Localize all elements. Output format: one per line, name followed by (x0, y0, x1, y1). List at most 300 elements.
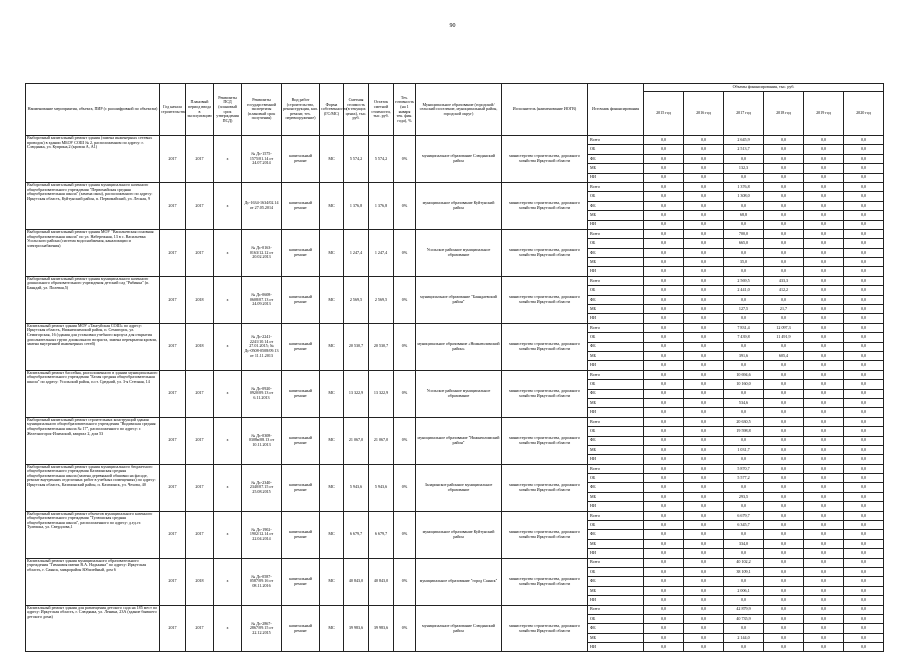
funding-value: 0,0 (844, 586, 884, 595)
work-type: капитальный ремонт (282, 370, 320, 417)
expertise-details: № Дс-0587-0587/09.16 от 08.11.2016 (242, 558, 282, 605)
readiness: 0% (394, 136, 416, 183)
table-row (26, 323, 884, 332)
funding-value: 0,0 (644, 643, 684, 652)
funding-value: 11 491,9 (764, 333, 804, 342)
funding-value: 6 679,7 (724, 511, 764, 520)
funding-value: 132,3 (724, 164, 764, 173)
col-year-start: Год начала строительства (160, 84, 186, 136)
funding-value: 0,0 (724, 624, 764, 633)
funding-value: 0,0 (644, 370, 684, 379)
funding-value: 0,0 (764, 417, 804, 426)
ownership: МС (320, 417, 344, 464)
funding-value: 0,0 (644, 624, 684, 633)
remaining-cost: 13 322,9 (369, 370, 394, 417)
funding-value: 0,0 (844, 633, 884, 642)
readiness: 0% (394, 276, 416, 323)
funding-value: 0,0 (644, 229, 684, 238)
funding-value: 0,0 (724, 577, 764, 586)
estimated-cost: 21 067,0 (344, 417, 369, 464)
funding-value: 0,0 (804, 492, 844, 501)
funding-value: 0,0 (804, 530, 844, 539)
funding-value: 0,0 (764, 136, 804, 145)
readiness: 0% (394, 323, 416, 370)
funding-value: 0,0 (644, 267, 684, 276)
ownership: МС (320, 511, 344, 558)
funding-value: 0,0 (764, 605, 804, 614)
funding-value: 0,0 (764, 164, 804, 173)
col-est-cost: Сметная стоимость (в текущих ценах), тыс. руб. (344, 84, 369, 136)
funding-value: 0,0 (844, 351, 884, 360)
remaining-cost: 21 067,0 (369, 417, 394, 464)
funding-label: ОБ (588, 380, 644, 389)
executor: министерство строительства, дорожного хозяйства Иркутской области (502, 182, 588, 229)
object-name: Выборочный капитальный ремонт объектов муниципального казенного общеобразовательного учреждения "Тулюшская средняя общеобразовательная школа", расположенного по адресу: д.ед.ст. Тулюшка, ул. Свердлова,1 (26, 511, 160, 558)
funding-label: ОБ (588, 474, 644, 483)
funding-label: НИ (588, 643, 644, 652)
funding-label: ОБ (588, 521, 644, 530)
funding-value: 0,0 (684, 492, 724, 501)
funding-value: 0,0 (644, 596, 684, 605)
funding-value: 334,0 (724, 539, 764, 548)
funding-value: 0,0 (804, 154, 844, 163)
funding-value: 0,0 (684, 267, 724, 276)
work-type: капитальный ремонт (282, 511, 320, 558)
funding-value: 0,0 (644, 286, 684, 295)
year-end: 2017 (186, 229, 214, 276)
funding-value: 0,0 (764, 361, 804, 370)
funding-value: 0,0 (844, 417, 884, 426)
estimated-cost: 2 569,5 (344, 276, 369, 323)
funding-value: 0,0 (804, 173, 844, 182)
funding-value: 0,0 (764, 445, 804, 454)
funding-value: 0,0 (804, 370, 844, 379)
funding-value: 0,0 (764, 295, 804, 304)
funding-value: 0,0 (804, 455, 844, 464)
year-end: 2017 (186, 605, 214, 652)
funding-label: ОБ (588, 567, 644, 576)
funding-value: 0,0 (844, 136, 884, 145)
funding-value: 0,0 (844, 502, 884, 511)
executor: министерство строительства, дорожного хозяйства Иркутской области (502, 605, 588, 652)
expertise-details: № Дс-0163-0163/12.12 от 20.02.2013 (242, 229, 282, 276)
municipality: муниципальное образование «Нижнеилимский район» (416, 323, 502, 370)
funding-value: 0,0 (844, 511, 884, 520)
year-end: 2017 (186, 417, 214, 464)
funding-label: ОБ (588, 192, 644, 201)
funding-value: 0,0 (764, 614, 804, 623)
funding-value: 0,0 (764, 239, 804, 248)
object-name: Выборочный капитальный ремонт здания муниципального казенного дошкольного образовательного учреждения детский сад "Рябинка" (п. Баяндай, ул. Полевая,5) (26, 276, 160, 323)
funding-value: 0,0 (684, 164, 724, 173)
funding-value: 0,0 (684, 276, 724, 285)
funding-value: 0,0 (684, 136, 724, 145)
funding-value: 0,0 (804, 549, 844, 558)
funding-value: 5 577,2 (724, 474, 764, 483)
psd-details: x (214, 323, 242, 370)
expertise-details: № Дс-2867-2867/09.15 от 22.12.2015 (242, 605, 282, 652)
estimated-cost: 13 322,9 (344, 370, 369, 417)
funding-value: 0,0 (724, 267, 764, 276)
funding-value: 0,0 (684, 502, 724, 511)
funding-value: 0,0 (804, 624, 844, 633)
funding-value: 0,0 (644, 258, 684, 267)
readiness: 0% (394, 511, 416, 558)
funding-value: 0,0 (684, 558, 724, 567)
table-header (26, 84, 884, 136)
funding-value: 0,0 (844, 361, 884, 370)
table-body (26, 136, 884, 652)
funding-value: 0,0 (804, 389, 844, 398)
funding-value: 2 513,7 (724, 145, 764, 154)
funding-value: 0,0 (644, 417, 684, 426)
funding-value: 0,0 (724, 408, 764, 417)
object-name: Выборочный капитальный ремонт здания (замена инженерных сетевых проводок) в здании МБОУ СОШ № 2, расположенном по адресу: г. Слюдянка, ул. Куприна,2 (кровля А, А1) (26, 136, 160, 183)
year-end: 2017 (186, 182, 214, 229)
funding-value: 0,0 (684, 239, 724, 248)
funding-value: 0,0 (804, 182, 844, 191)
funding-value: 0,0 (764, 229, 804, 238)
funding-value: 0,0 (684, 643, 724, 652)
funding-value: 0,0 (684, 361, 724, 370)
funding-label: МБ (588, 445, 644, 454)
municipality: Заларинское районное муниципальное образование (416, 464, 502, 511)
funding-value: 0,0 (804, 305, 844, 314)
funding-label: МБ (588, 633, 644, 642)
executor: министерство строительства, дорожного хозяйства Иркутской области (502, 229, 588, 276)
funding-label: Всего (588, 229, 644, 238)
col-name: Наименование мероприятия, объекта, ПИР (с расшифровкой по объектам) (26, 84, 160, 136)
table-row (26, 276, 884, 285)
funding-value: 0,0 (844, 239, 884, 248)
table-row (26, 558, 884, 567)
funding-value: 0,0 (804, 333, 844, 342)
funding-value: 412,2 (764, 286, 804, 295)
year-end: 2017 (186, 370, 214, 417)
funding-value: 0,0 (644, 408, 684, 417)
remaining-cost: 1 376,8 (369, 182, 394, 229)
readiness: 0% (394, 605, 416, 652)
funding-value: 0,0 (684, 342, 724, 351)
funding-value: 0,0 (724, 295, 764, 304)
funding-label: Всего (588, 276, 644, 285)
funding-value: 0,0 (644, 351, 684, 360)
funding-value: 0,0 (644, 201, 684, 210)
funding-value: 0,0 (804, 633, 844, 642)
funding-value: 0,0 (764, 455, 804, 464)
funding-value: 0,0 (764, 474, 804, 483)
object-name: Выборочный капитальный ремонт здания муниципального казенного общеобразовательного учреждения "Первомайская средняя общеобразовательная школа" (замена окон), расположенного по адресу: Иркутская область, Куйтунский район, п. Первомайский, ул. Лесная, 9 (26, 182, 160, 229)
work-type: капитальный ремонт (282, 417, 320, 464)
funding-value: 0,0 (844, 314, 884, 323)
readiness: 0% (394, 464, 416, 511)
funding-value: 0,0 (764, 192, 804, 201)
funding-label: ФБ (588, 530, 644, 539)
funding-value: 0,0 (724, 173, 764, 182)
year-start: 2017 (160, 417, 186, 464)
funding-label: ФБ (588, 483, 644, 492)
funding-value: 0,0 (684, 539, 724, 548)
expertise-details: № Дс-2241-2241/10.14 от 27.01.2015; № Дс-0508-0508/09.13 от 11.11.2013 (242, 323, 282, 370)
funding-value: 0,0 (724, 201, 764, 210)
funding-value: 0,0 (644, 295, 684, 304)
funding-value: 0,0 (764, 643, 804, 652)
funding-value: 0,0 (644, 389, 684, 398)
funding-value: 0,0 (844, 521, 884, 530)
funding-value: 0,0 (644, 614, 684, 623)
funding-label: НИ (588, 267, 644, 276)
funding-label: МБ (588, 539, 644, 548)
funding-value: 0,0 (804, 229, 844, 238)
funding-value: 0,0 (684, 530, 724, 539)
funding-label: НИ (588, 361, 644, 370)
funding-value: 0,0 (844, 558, 884, 567)
funding-value: 0,0 (844, 145, 884, 154)
executor: министерство строительства, дорожного хозяйства Иркутской области (502, 417, 588, 464)
funding-value: 0,0 (804, 511, 844, 520)
work-type: капитальный ремонт (282, 276, 320, 323)
year-end: 2018 (186, 323, 214, 370)
funding-value: 0,0 (764, 549, 804, 558)
funding-value: 0,0 (684, 258, 724, 267)
funding-label: ОБ (588, 286, 644, 295)
funding-value: 2 441,0 (724, 286, 764, 295)
funding-label: Всего (588, 182, 644, 191)
funding-value: 0,0 (764, 624, 804, 633)
remaining-cost: 39 983,6 (369, 605, 394, 652)
funding-value: 0,0 (804, 445, 844, 454)
estimated-cost: 5 943,6 (344, 464, 369, 511)
funding-value: 0,0 (764, 220, 804, 229)
funding-value: 0,0 (684, 521, 724, 530)
funding-value: 0,0 (684, 567, 724, 576)
funding-value: 0,0 (844, 333, 884, 342)
funding-label: МБ (588, 492, 644, 501)
ownership: МС (320, 558, 344, 605)
work-type: капитальный ремонт (282, 136, 320, 183)
funding-label: НИ (588, 502, 644, 511)
funding-label: НИ (588, 455, 644, 464)
year-start: 2017 (160, 229, 186, 276)
funding-value: 0,0 (764, 314, 804, 323)
col-year-2015: 2015 год (644, 92, 684, 136)
funding-value: 0,0 (764, 173, 804, 182)
funding-value: 0,0 (764, 539, 804, 548)
psd-details: x (214, 464, 242, 511)
funding-value: 0,0 (684, 624, 724, 633)
work-type: капитальный ремонт (282, 182, 320, 229)
municipality: Усольское районное муниципальное образование (416, 229, 502, 276)
funding-value: 0,0 (804, 286, 844, 295)
year-start: 2017 (160, 464, 186, 511)
funding-value: 0,0 (844, 483, 884, 492)
funding-value: 1 376,8 (724, 182, 764, 191)
funding-value: 0,0 (644, 558, 684, 567)
ownership: МС (320, 464, 344, 511)
funding-value: 0,0 (724, 549, 764, 558)
col-expertise: Реквизиты государственной экспертизы (плановый срок получения) (242, 84, 282, 136)
remaining-cost: 20 530,7 (369, 323, 394, 370)
funding-value: 0,0 (684, 248, 724, 257)
funding-value: 0,0 (644, 211, 684, 220)
funding-value: 0,0 (804, 145, 844, 154)
funding-value: 0,0 (844, 596, 884, 605)
funding-value: 0,0 (844, 624, 884, 633)
table-row (26, 182, 884, 191)
funding-value: 0,0 (844, 436, 884, 445)
funding-value: 0,0 (644, 567, 684, 576)
year-end: 2018 (186, 558, 214, 605)
funding-value: 0,0 (804, 295, 844, 304)
executor: министерство строительства, дорожного хозяйства Иркутской области (502, 276, 588, 323)
estimated-cost: 20 530,7 (344, 323, 369, 370)
funding-label: МБ (588, 305, 644, 314)
estimated-cost: 1 376,8 (344, 182, 369, 229)
funding-value: 0,0 (684, 154, 724, 163)
funding-value: 0,0 (804, 464, 844, 473)
funding-value: 0,0 (644, 145, 684, 154)
funding-value: 0,0 (804, 521, 844, 530)
readiness: 0% (394, 558, 416, 605)
work-type: капитальный ремонт (282, 605, 320, 652)
col-executor: Исполнитель (наименование ИОГВ) (502, 84, 588, 136)
funding-value: 0,0 (764, 398, 804, 407)
funding-value: 0,0 (804, 502, 844, 511)
funding-value: 0,0 (804, 408, 844, 417)
ownership: МС (320, 136, 344, 183)
funding-value: 0,0 (684, 436, 724, 445)
object-name: Капитальный ремонт бассейна, расположенного в здании муниципального общеобразовательного учреждения "Белая средняя общеобразовательная школа" по адресу: Усольский район, п.ст. Средний, ул. 3-я Степная, 14 (26, 370, 160, 417)
funding-value: 0,0 (844, 286, 884, 295)
funding-value: 0,0 (724, 530, 764, 539)
funding-value: 12 097,3 (764, 323, 804, 332)
funding-value: 0,0 (644, 192, 684, 201)
table-row (26, 370, 884, 379)
funding-value: 0,0 (764, 530, 804, 539)
estimated-cost: 5 574,2 (344, 136, 369, 183)
funding-value: 0,0 (844, 295, 884, 304)
funding-value: 0,0 (844, 370, 884, 379)
expertise-details: № Дс-0920-0920/09.13 от 6.11.2013 (242, 370, 282, 417)
year-start: 2017 (160, 276, 186, 323)
municipality: муниципальное образование Слюдянский район (416, 605, 502, 652)
estimated-cost: 40 843,0 (344, 558, 369, 605)
funding-value: 0,0 (804, 427, 844, 436)
funding-label: Всего (588, 323, 644, 332)
col-funding-source: Источник финансирования (588, 84, 644, 136)
col-funding-group: Объемы финансирования, тыс. руб. (644, 84, 884, 92)
readiness: 0% (394, 229, 416, 276)
funding-table (25, 83, 884, 652)
funding-value: 0,0 (724, 643, 764, 652)
funding-label: НИ (588, 220, 644, 229)
funding-value: 0,0 (804, 483, 844, 492)
funding-value: 0,0 (844, 267, 884, 276)
funding-value: 5 870,7 (724, 464, 764, 473)
funding-value: 0,0 (804, 211, 844, 220)
funding-value: 0,0 (764, 342, 804, 351)
funding-value: 0,0 (844, 427, 884, 436)
executor: министерство строительства, дорожного хозяйства Иркутской области (502, 370, 588, 417)
psd-details: x (214, 229, 242, 276)
funding-value: 0,0 (844, 258, 884, 267)
col-readiness: Тех. готовность (на 1 января тек. фин. года), % (394, 84, 416, 136)
funding-value: 0,0 (724, 154, 764, 163)
funding-value: 0,0 (764, 558, 804, 567)
funding-value: 0,0 (764, 267, 804, 276)
funding-value: 0,0 (644, 136, 684, 145)
year-end: 2017 (186, 464, 214, 511)
ownership: МС (320, 229, 344, 276)
funding-value: 0,0 (684, 201, 724, 210)
funding-value: 0,0 (804, 267, 844, 276)
funding-value: 0,0 (764, 586, 804, 595)
funding-value: 0,0 (644, 539, 684, 548)
year-end: 2017 (186, 136, 214, 183)
funding-label: ОБ (588, 145, 644, 154)
funding-value: 0,0 (724, 436, 764, 445)
col-rem-cost: Остаток сметной стоимости, тыс. руб. (369, 84, 394, 136)
municipality: муниципальное образование Куйтунский район (416, 511, 502, 558)
funding-value: 0,0 (804, 248, 844, 257)
funding-label: Всего (588, 417, 644, 426)
funding-value: 0,0 (644, 464, 684, 473)
municipality: муниципальное образование Слюдянский район (416, 136, 502, 183)
funding-value: 0,0 (804, 586, 844, 595)
funding-value: 0,0 (844, 154, 884, 163)
funding-value: 10 694,6 (724, 370, 764, 379)
funding-value: 0,0 (764, 380, 804, 389)
funding-value: 38 109,1 (724, 567, 764, 576)
funding-value: 0,0 (804, 558, 844, 567)
funding-value: 0,0 (844, 182, 884, 191)
funding-value: 0,0 (764, 248, 804, 257)
funding-value: 0,0 (844, 492, 884, 501)
funding-value: 534,6 (724, 398, 764, 407)
funding-value: 0,0 (684, 577, 724, 586)
funding-value: 0,0 (724, 596, 764, 605)
funding-value: 0,0 (804, 164, 844, 173)
funding-label: МБ (588, 164, 644, 173)
readiness: 0% (394, 417, 416, 464)
funding-value: 0,0 (804, 577, 844, 586)
year-start: 2017 (160, 511, 186, 558)
funding-value: 0,0 (804, 643, 844, 652)
funding-value: 0,0 (804, 596, 844, 605)
funding-label: ОБ (588, 239, 644, 248)
psd-details: x (214, 558, 242, 605)
funding-value: 0,0 (644, 577, 684, 586)
funding-value: 0,0 (644, 502, 684, 511)
expertise-details: № Дс-0608-0608/07.13 от 24.09.2013 (242, 276, 282, 323)
funding-value: 0,0 (844, 643, 884, 652)
psd-details: x (214, 136, 242, 183)
funding-value: 0,0 (684, 145, 724, 154)
funding-value: 0,0 (684, 182, 724, 191)
psd-details: x (214, 276, 242, 323)
funding-value: 0,0 (684, 511, 724, 520)
table-row (26, 605, 884, 614)
funding-value: 0,0 (684, 596, 724, 605)
funding-value: 0,0 (764, 492, 804, 501)
funding-label: ОБ (588, 427, 644, 436)
funding-value: 40 735,9 (724, 614, 764, 623)
executor: министерство строительства, дорожного хозяйства Иркутской области (502, 464, 588, 511)
funding-label: МБ (588, 398, 644, 407)
psd-details: x (214, 370, 242, 417)
funding-value: 0,0 (644, 164, 684, 173)
object-name: Выборочный капитальный ремонт здания муниципального бюджетного общеобразовательного учреждения Казачинская средняя общеобразовательная школа (замена деревянной обшивки на фасаде, ремонт внутренних отделочных работ в учебных помещениях) по адресу: Иркутская область, Казачинский район, п. Казачинск, ул. Чехова, 40 (26, 464, 160, 511)
